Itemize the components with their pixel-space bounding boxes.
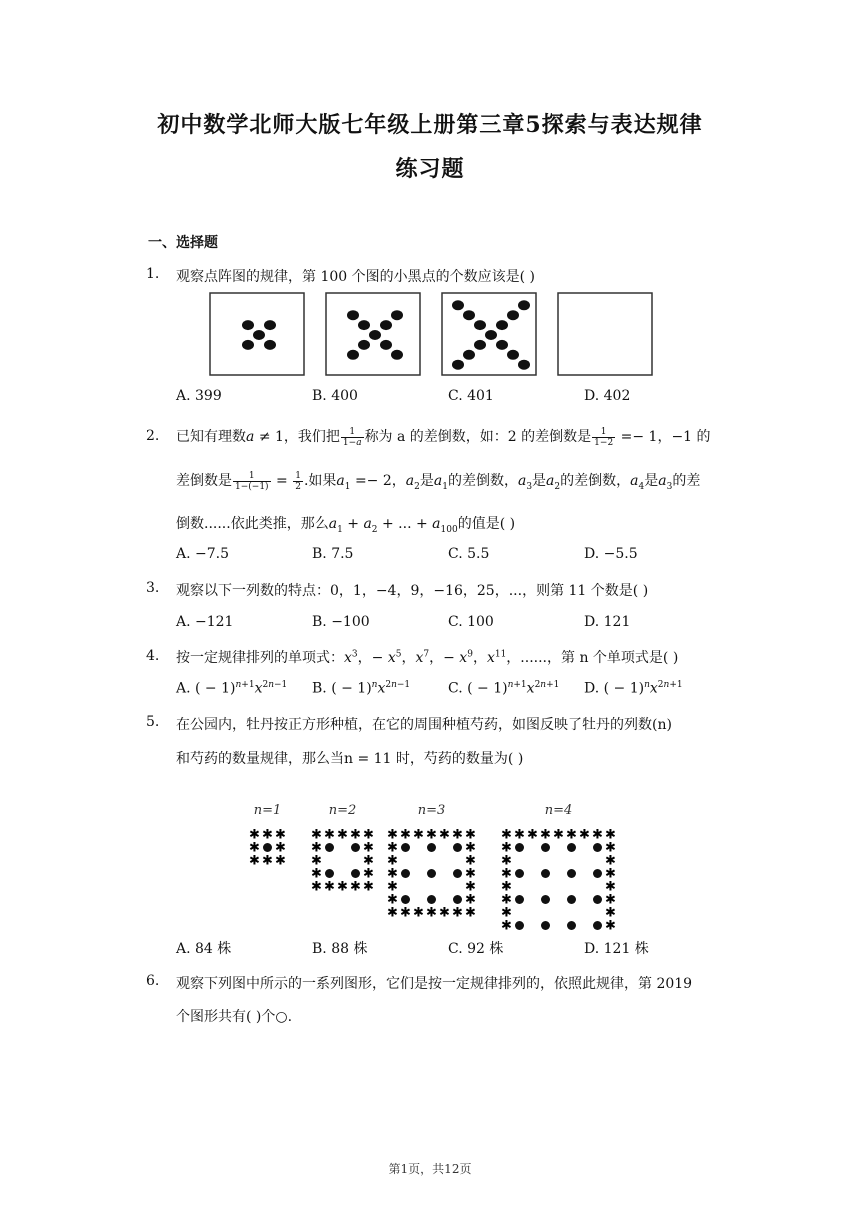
q4-option-c: C. ( − $1)^{n+1}x^{2n+1}$ xyxy=(448,680,560,697)
pattern-dot xyxy=(358,340,370,350)
q2-text: ≠ 1，我们把 xyxy=(258,429,340,445)
pattern-dot xyxy=(485,330,497,340)
q4-text: 按一定规律排列的单项式： xyxy=(176,650,344,666)
peony-star: ✱ xyxy=(387,840,398,856)
q5-line2: 和芍药的数量规律，那么当n = 11 时，芍药的数量为( ) xyxy=(176,751,524,767)
peony-star: ✱ xyxy=(452,827,463,843)
peony-star: ✱ xyxy=(501,853,512,869)
q2-line1: 已知有理数a ≠ 1，我们把 $\frac{1}{1-a}$ 称为 a 的差倒数，如：2 的差倒数是 $\frac{1}{1-2}$ =− 1，−1 的 xyxy=(176,426,711,448)
peony-star: ✱ xyxy=(465,892,476,908)
peony-dot xyxy=(401,895,410,904)
peony-star: ✱ xyxy=(439,827,450,843)
q3-option-a: A. −121 xyxy=(176,614,234,630)
peony-star: ✱ xyxy=(592,827,603,843)
peony-star: ✱ xyxy=(311,840,322,856)
peony-star: ✱ xyxy=(501,918,512,930)
peony-star: ✱ xyxy=(527,827,538,843)
q2-line2: 差倒数是 $\frac{1}{1-(-1)}$ = $\frac{1}{2}$ .如果$a_1 =- 2$，$a_2$是$a_1$的差倒数，$a_3$是$a_2$的差倒数，$a_4$是$a_3$的差 xyxy=(176,470,701,492)
peony-dot xyxy=(567,921,576,930)
q5-option-a: A. 84 株 xyxy=(176,941,232,957)
section-heading: 一、选择题 xyxy=(148,235,218,251)
peony-figure-label: n=2 xyxy=(328,803,357,818)
q1-option-a: A. 399 xyxy=(176,388,222,404)
peony-figure-label: n=1 xyxy=(253,803,282,818)
peony-star: ✱ xyxy=(363,866,374,882)
peony-star: ✱ xyxy=(311,853,322,869)
q6-line1: 观察下列图中所示的一系列图形，它们是按一定规律排列的，依照此规律，第 2019 xyxy=(176,976,693,992)
peony-star: ✱ xyxy=(553,827,564,843)
peony-dot xyxy=(325,843,334,852)
q2-number: 2. xyxy=(146,428,160,444)
q2-option-a: A. −7.5 xyxy=(176,546,230,562)
peony-star: ✱ xyxy=(337,879,348,895)
peony-star: ✱ xyxy=(501,892,512,908)
peony-dot xyxy=(427,869,436,878)
peony-star: ✱ xyxy=(579,827,590,843)
pattern-dot xyxy=(264,320,276,330)
peony-star: ✱ xyxy=(605,840,616,856)
pattern-dot xyxy=(518,300,530,310)
peony-star: ✱ xyxy=(262,827,273,843)
peony-star: ✱ xyxy=(387,827,398,843)
pattern-dot xyxy=(474,340,486,350)
pattern-dot xyxy=(474,320,486,330)
pattern-dot xyxy=(463,310,475,320)
peony-dot xyxy=(567,869,576,878)
q3-number: 3. xyxy=(146,580,160,596)
peony-star: ✱ xyxy=(249,827,260,843)
q2-option-d: D. −5.5 xyxy=(584,546,638,562)
peony-dot xyxy=(541,869,550,878)
peony-star: ✱ xyxy=(413,905,424,921)
peony-star: ✱ xyxy=(387,892,398,908)
q1-number: 1. xyxy=(146,266,160,282)
peony-star: ✱ xyxy=(465,905,476,921)
peony-dot xyxy=(515,843,524,852)
pattern-dot xyxy=(518,360,530,370)
q2-text: 是 xyxy=(419,473,434,489)
q2-fraction: $\frac{1}{2}$ xyxy=(295,470,301,492)
peony-star: ✱ xyxy=(501,827,512,843)
q3-option-c: C. 100 xyxy=(448,614,494,630)
peony-star: ✱ xyxy=(540,827,551,843)
peony-star: ✱ xyxy=(363,827,374,843)
peony-figure-label: n=3 xyxy=(417,803,446,818)
peony-star: ✱ xyxy=(465,866,476,882)
pattern-dot xyxy=(507,350,519,360)
peony-star: ✱ xyxy=(311,866,322,882)
peony-star: ✱ xyxy=(387,905,398,921)
peony-star: ✱ xyxy=(249,853,260,869)
pattern-dot xyxy=(391,350,403,360)
pattern-dot xyxy=(391,310,403,320)
peony-star: ✱ xyxy=(387,853,398,869)
peony-dot xyxy=(541,921,550,930)
pattern-dot xyxy=(369,330,381,340)
peony-dot xyxy=(427,843,436,852)
pattern-dot xyxy=(496,340,508,350)
peony-star: ✱ xyxy=(605,892,616,908)
pattern-dot xyxy=(452,360,464,370)
q2-text: 的差倒数， xyxy=(560,473,631,489)
q4-text: ，......，第 n 个单项式是( ) xyxy=(506,650,679,666)
peony-star: ✱ xyxy=(501,840,512,856)
peony-star: ✱ xyxy=(501,866,512,882)
peony-star: ✱ xyxy=(465,827,476,843)
peony-star: ✱ xyxy=(413,827,424,843)
peony-star: ✱ xyxy=(324,827,335,843)
peony-star: ✱ xyxy=(605,853,616,869)
peony-star: ✱ xyxy=(605,879,616,895)
doc-title-line2: 练习题 xyxy=(395,156,465,182)
peony-star: ✱ xyxy=(465,853,476,869)
peony-dot xyxy=(541,895,550,904)
q1-option-d: D. 402 xyxy=(584,388,631,404)
q1-option-b: B. 400 xyxy=(312,388,358,404)
q3-option-d: D. 121 xyxy=(584,614,631,630)
peony-star: ✱ xyxy=(350,827,361,843)
peony-dot xyxy=(593,921,602,930)
peony-star: ✱ xyxy=(439,905,450,921)
peony-star: ✱ xyxy=(275,853,286,869)
peony-star: ✱ xyxy=(350,879,361,895)
pattern-dot xyxy=(380,320,392,330)
peony-star: ✱ xyxy=(275,840,286,856)
q5-number: 5. xyxy=(146,714,160,730)
q2-text: 倒数......依此类推，那么 xyxy=(176,516,329,532)
peony-star: ✱ xyxy=(311,879,322,895)
peony-star: ✱ xyxy=(426,827,437,843)
q2-text: 的差倒数， xyxy=(447,473,518,489)
q6-number: 6. xyxy=(146,973,160,989)
q2-option-b: B. 7.5 xyxy=(312,546,354,562)
peony-star: ✱ xyxy=(262,853,273,869)
q2-text: =− 1，−1 的 xyxy=(620,429,711,445)
pattern-dot xyxy=(496,320,508,330)
peony-figure-label: n=4 xyxy=(544,803,573,818)
peony-dot xyxy=(351,843,360,852)
q4-option-a: A. ( − $1)^{n+1}x^{2n-1}$ xyxy=(176,680,288,697)
q2-text: .如果 xyxy=(303,473,337,489)
q4-number: 4. xyxy=(146,648,160,664)
q2-line3: 倒数......依此类推，那么$a_1 + a_2$ + ... + $a_{100}$的值是( ) xyxy=(176,516,516,535)
pattern-dot xyxy=(347,350,359,360)
pattern-dot xyxy=(347,310,359,320)
pattern-dot xyxy=(253,330,265,340)
peony-dot xyxy=(401,843,410,852)
pattern-dot xyxy=(380,340,392,350)
peony-star: ✱ xyxy=(501,905,512,921)
pattern-dot xyxy=(463,350,475,360)
peony-dot xyxy=(453,843,462,852)
peony-dot xyxy=(593,895,602,904)
peony-dot xyxy=(593,869,602,878)
q2-text: =− 2， xyxy=(354,473,406,489)
peony-dot xyxy=(515,869,524,878)
peony-star: ✱ xyxy=(400,827,411,843)
peony-star: ✱ xyxy=(501,879,512,895)
peony-star: ✱ xyxy=(311,827,322,843)
peony-star: ✱ xyxy=(605,918,616,930)
peony-star: ✱ xyxy=(566,827,577,843)
peony-dot xyxy=(541,843,550,852)
q6-line2: 个图形共有( )个○. xyxy=(176,1009,293,1025)
peony-dot xyxy=(567,895,576,904)
peony-dot xyxy=(593,843,602,852)
peony-star: ✱ xyxy=(605,827,616,843)
q3-option-b: B. −100 xyxy=(312,614,370,630)
q3-text: 观察以下一列数的特点：0，1，−4，9，−16，25，...，则第 11 个数是( ) xyxy=(176,583,649,599)
peony-star: ✱ xyxy=(249,840,260,856)
q5-option-b: B. 88 株 xyxy=(312,941,368,957)
q2-option-c: C. 5.5 xyxy=(448,546,490,562)
q2-fraction: $\frac{1}{1-a}$ xyxy=(342,426,362,448)
q4-text: 按一定规律排列的单项式：$x^3$，− $x^5$，$x^7$，− $x^9$，$x^{11}$，......，第 n 个单项式是( ) xyxy=(176,649,679,666)
peony-star: ✱ xyxy=(452,905,463,921)
peony-star: ✱ xyxy=(514,827,525,843)
q2-fraction: $\frac{1}{1-2}$ xyxy=(594,426,614,448)
peony-star: ✱ xyxy=(465,879,476,895)
page-footer: 第1页，共12页 xyxy=(388,1162,472,1176)
peony-star: ✱ xyxy=(363,879,374,895)
peony-star: ✱ xyxy=(363,853,374,869)
peony-star: ✱ xyxy=(605,905,616,921)
peony-dot xyxy=(401,869,410,878)
peony-star: ✱ xyxy=(605,866,616,882)
q1-dot-figures xyxy=(208,292,654,378)
doc-title-line1: 初中数学北师大版七年级上册第三章5探索与表达规律 xyxy=(157,112,703,138)
peony-star: ✱ xyxy=(387,879,398,895)
q4-option-d: D. ( − $1)^nx^{2n+1}$ xyxy=(584,680,683,697)
pattern-dot xyxy=(452,300,464,310)
q1-option-c: C. 401 xyxy=(448,388,494,404)
peony-star: ✱ xyxy=(400,905,411,921)
q5-line1: 在公园内，牡丹按正方形种植，在它的周围种植芍药，如图反映了牡丹的列数(n) xyxy=(176,717,672,733)
peony-star: ✱ xyxy=(465,840,476,856)
pattern-dot xyxy=(264,340,276,350)
q2-text: 差倒数是 xyxy=(176,473,232,489)
peony-dot xyxy=(515,895,524,904)
peony-dot xyxy=(515,921,524,930)
q2-text: 的值是( ) xyxy=(457,516,516,532)
q5-option-d: D. 121 株 xyxy=(584,941,649,957)
q5-option-c: C. 92 株 xyxy=(448,941,504,957)
q1-text: 观察点阵图的规律，第 100 个图的小黑点的个数应该是( ) xyxy=(176,269,535,285)
peony-dot xyxy=(263,843,272,852)
peony-dot xyxy=(325,869,334,878)
peony-dot xyxy=(567,843,576,852)
peony-star: ✱ xyxy=(337,827,348,843)
peony-dot xyxy=(453,869,462,878)
peony-star: ✱ xyxy=(324,879,335,895)
pattern-dot xyxy=(242,320,254,330)
peony-dot xyxy=(453,895,462,904)
peony-dot xyxy=(351,869,360,878)
peony-star: ✱ xyxy=(426,905,437,921)
peony-star: ✱ xyxy=(363,840,374,856)
pattern-dot xyxy=(507,310,519,320)
q2-text: 已知有理数 xyxy=(176,429,246,445)
pattern-dot xyxy=(242,340,254,350)
pattern-dot xyxy=(358,320,370,330)
peony-dot xyxy=(427,895,436,904)
peony-star: ✱ xyxy=(387,866,398,882)
peony-star: ✱ xyxy=(275,827,286,843)
q5-peony-figure xyxy=(246,800,616,930)
q2-text: 的差 xyxy=(672,473,701,489)
q2-fraction: $\frac{1}{1-(-1)}$ xyxy=(235,470,269,492)
q4-option-b: B. ( − $1)^nx^{2n-1}$ xyxy=(312,680,411,697)
q2-text: 称为 a 的差倒数，如：2 的差倒数是 xyxy=(364,429,592,445)
